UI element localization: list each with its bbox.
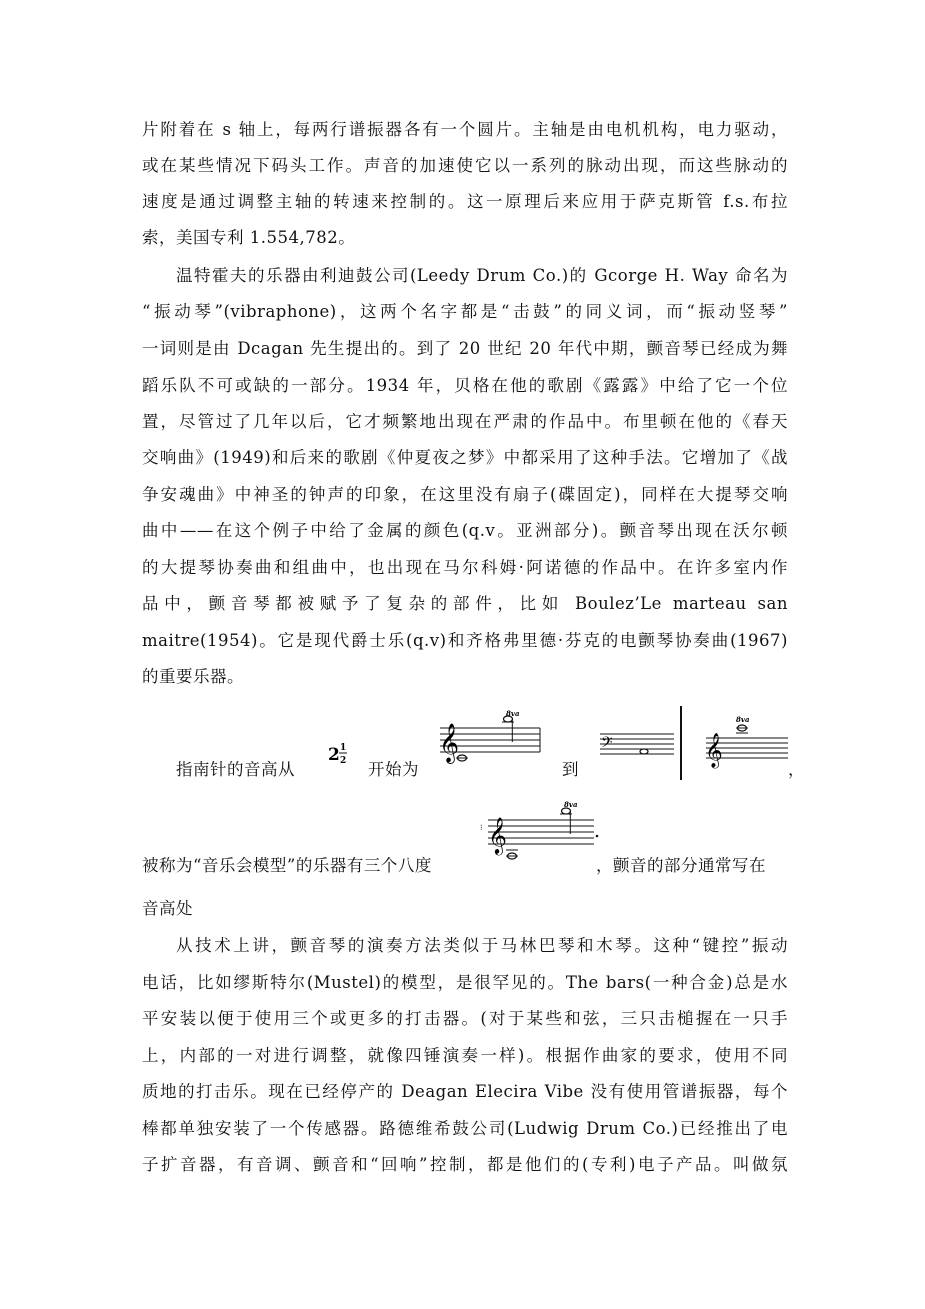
text-line: 争安魂曲》中神圣的钟声的印象，在这里没有扇子(碟固定)，同样在大提琴交响 [142, 485, 788, 504]
ottava-mark: 8va [736, 715, 750, 724]
text-line: 从技术上讲，颤音琴的演奏方法类似于马林巴琴和木琴。这种“键控”振动 [176, 936, 788, 955]
ottava-mark: 8va [564, 800, 578, 809]
fraction-two-and-half [326, 738, 356, 768]
text-line: 子扩音器，有音调、颤音和“回响”控制，都是他们的(专利)电子产品。叫做氛 [142, 1155, 788, 1174]
dot-mark-icon: ⁝ [480, 823, 483, 832]
text-line: 电话，比如缪斯特尔(Mustel)的模型，是很罕见的。The bars(一种合金)总是水 [142, 973, 788, 992]
text-fragment: ， [788, 760, 805, 779]
text-line: 品中，颤音琴都被赋予了复杂的部件，比如 Boulez’Le marteau san [142, 594, 788, 613]
text-line: maitre(1954)。它是现代爵士乐(q.v)和齐格弗里德·芬克的电颤琴协奏曲(1967) [142, 631, 788, 650]
text-line: 平安装以便于使用三个或更多的打击器。(对于某些和弦，三只击槌握在一只手 [142, 1009, 788, 1028]
treble-clef-icon: 𝄞 [488, 816, 507, 854]
music-staff-three-octaves [476, 800, 606, 864]
text-line: 或在某些情况下码头工作。声音的加速使它以一系列的脉动出现，而这些脉动的 [142, 156, 788, 175]
treble-clef-icon: 𝄞 [439, 723, 460, 763]
text-line: 音高处 [142, 899, 193, 918]
note-head [640, 749, 648, 754]
text-line: 速度是通过调整主轴的转速来控制的。这一原理后来应用于萨克斯管 f.s.布拉 [142, 192, 788, 211]
text-line: 质地的打击乐。现在已经停产的 Deagan Elecira Vibe 没有使用管谱振器，每个 [142, 1082, 788, 1101]
text-line: 棒都单独安装了一个传感器。路德维希鼓公司(Ludwig Drum Co.)已经推出了电 [142, 1119, 788, 1138]
text-fragment: 指南针的音高从 [176, 760, 295, 779]
bass-clef-icon: 𝄢 [601, 734, 613, 755]
text-fragment: 被称为“音乐会模型”的乐器有三个八度 [142, 856, 432, 875]
text-line: 温特霍夫的乐器由利迪鼓公司(Leedy Drum Co.)的 Gcorge H. Way 命名为 [176, 266, 788, 285]
music-staff-treble-high [702, 712, 792, 772]
music-staff-bass [598, 728, 678, 758]
fraction-numerator: 1 [340, 743, 347, 753]
ottava-mark: 8va [506, 710, 520, 718]
fraction-denominator: 2 [340, 756, 347, 766]
text-line: 的大提琴协奏曲和组曲中，也出现在马尔科姆·阿诺德的作品中。在许多室内作 [142, 558, 788, 577]
text-line: 上，内部的一对进行调整，就像四锤演奏一样)。根据作曲家的要求，使用不同 [142, 1046, 788, 1065]
text-line: 蹈乐队不可或缺的一部分。1934 年，贝格在他的歌剧《露露》中给了它一个位 [142, 376, 788, 395]
text-line: 片附着在 s 轴上，每两行谱振器各有一个圆片。主轴是由电机机构，电力驱动， [142, 120, 788, 139]
treble-clef-icon: 𝄞 [705, 733, 723, 768]
text-line: 索，美国专利 1.554,782。 [142, 228, 356, 247]
text-line: 置，尽管过了几年以后，它才频繁地出现在严肃的作品中。布里顿在他的《春天 [142, 412, 788, 431]
text-line: 的重要乐器。 [142, 667, 244, 686]
text-line: 一词则是由 Dcagan 先生提出的。到了 20 世纪 20 年代中期，颤音琴已经成为舞 [142, 339, 788, 358]
text-fragment: 开始为 [368, 760, 419, 779]
text-line: 曲中——在这个例子中给了金属的颜色(q.v。亚洲部分)。颤音琴出现在沃尔顿 [142, 521, 788, 540]
music-staff-treble-range [436, 710, 544, 772]
barline-divider [680, 706, 682, 780]
text-fragment: 到 [562, 760, 579, 779]
text-line: 交响曲》(1949)和后来的歌剧《仲夏夜之梦》中都采用了这种手法。它增加了《战 [142, 448, 788, 467]
fraction-whole: 2 [328, 745, 340, 765]
text-fragment: ，颤音的部分通常写在 [596, 856, 766, 875]
text-line: “振动琴”(vibraphone)，这两个名字都是“击鼓”的同义词，而“振动竖琴” [142, 302, 788, 321]
